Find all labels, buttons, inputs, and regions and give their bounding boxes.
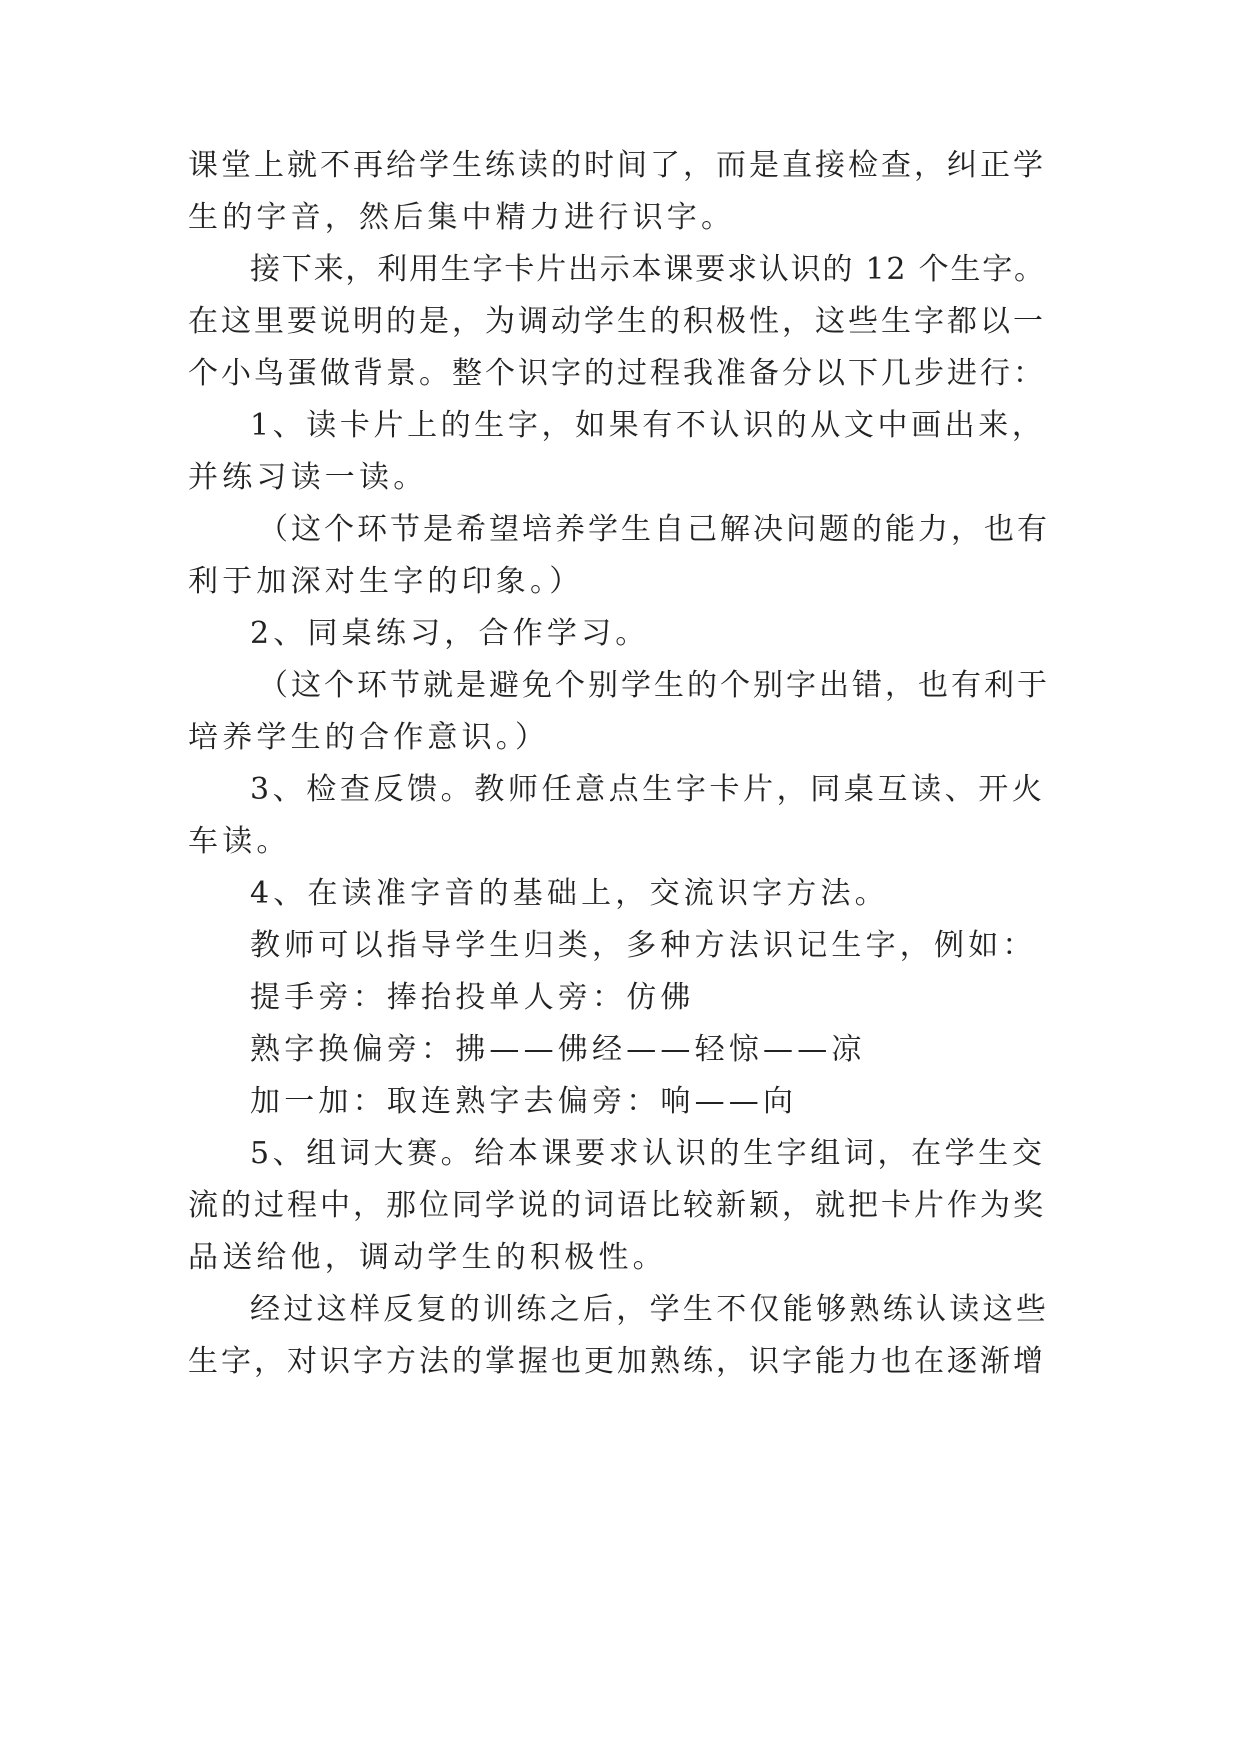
text-line: 4、在读准字音的基础上，交流识字方法。 — [250, 876, 889, 911]
text-line: 提手旁：捧抬投单人旁：仿佛 — [250, 980, 695, 1015]
text-line: 接下来，利用生字卡片出示本课要求认识的 12 个生字。 — [250, 252, 1046, 287]
text-line: 课堂上就不再给学生练读的时间了，而是直接检查，纠正学 — [188, 148, 1046, 183]
text-line: 3、检查反馈。教师任意点生字卡片，同桌互读、开火 — [250, 772, 1046, 807]
text-line: （这个环节就是避免个别学生的个别字出错，也有利于 — [258, 668, 1050, 703]
text-line: 生字，对识字方法的掌握也更加熟练，识字能力也在逐渐增 — [188, 1344, 1046, 1379]
text-line: 加一加：取连熟字去偏旁：响——向 — [250, 1084, 798, 1119]
text-line: 并练习读一读。 — [188, 460, 428, 495]
text-line: 1、读卡片上的生字，如果有不认识的从文中画出来， — [250, 408, 1046, 443]
text-line: 2、同桌练习，合作学习。 — [250, 616, 650, 651]
text-line: 生的字音，然后集中精力进行识字。 — [188, 200, 736, 235]
text-line: 熟字换偏旁：拂——佛经——轻惊——凉 — [250, 1032, 866, 1067]
text-line: 培养学生的合作意识。） — [188, 720, 550, 755]
text-line: 利于加深对生字的印象。） — [188, 564, 584, 599]
text-line: 品送给他，调动学生的积极性。 — [188, 1240, 667, 1275]
text-line: 车读。 — [188, 824, 291, 859]
text-line: 5、组词大赛。给本课要求认识的生字组词，在学生交 — [250, 1136, 1046, 1171]
text-line: 流的过程中，那位同学说的词语比较新颖，就把卡片作为奖 — [188, 1188, 1046, 1223]
text-line: （这个环节是希望培养学生自己解决问题的能力，也有 — [258, 512, 1050, 547]
text-line: 在这里要说明的是，为调动学生的积极性，这些生字都以一 — [188, 304, 1046, 339]
text-line: 经过这样反复的训练之后，学生不仅能够熟练认读这些 — [250, 1292, 1050, 1327]
text-line: 教师可以指导学生归类，多种方法识记生字，例如： — [250, 928, 1037, 963]
text-line: 个小鸟蛋做背景。整个识字的过程我准备分以下几步进行： — [188, 356, 1046, 391]
